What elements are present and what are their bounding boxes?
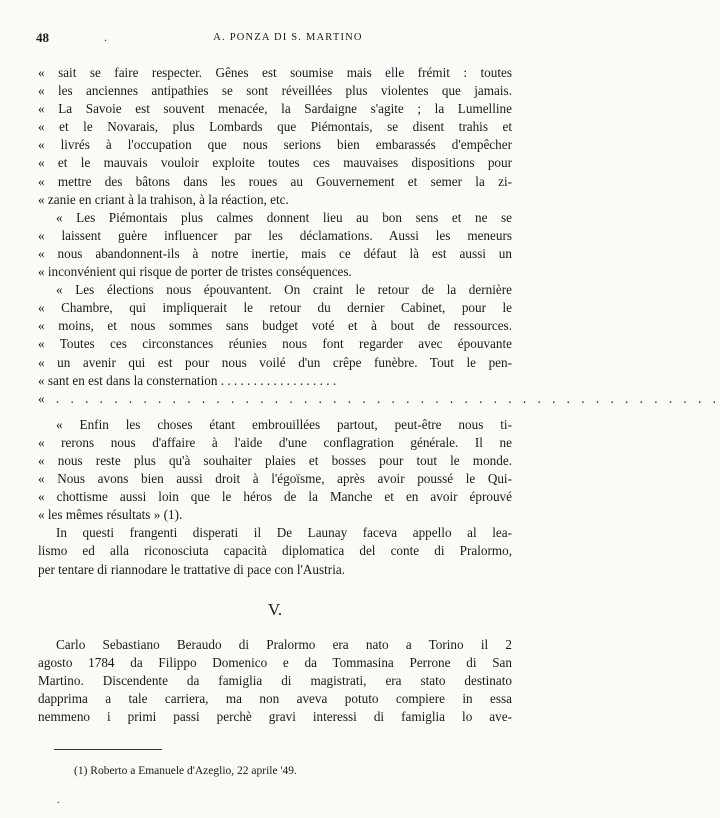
text-line: « nous reste plus qu'à souhaiter plaies et bosses pour tout le monde. [38, 452, 512, 468]
main-text [38, 64, 720, 579]
paragraph-narrative [38, 524, 512, 578]
text-line: « Les élections nous épouvantent. On craint le retour de la dernière [56, 282, 512, 298]
text-line: « mettre des bâtons dans les roues au Gouvernement et semer la zi- [38, 173, 512, 189]
footnote: (1) Roberto a Emanuele d'Azeglio, 22 aprile '49. [74, 765, 297, 777]
text-line: « zanie en criant à la trahison, à la réaction, etc. [38, 191, 289, 207]
text-line: « et le Novarais, plus Lombards que Piémontais, se disent trahis et [38, 119, 512, 135]
text-line: « les anciennes antipathies se sont réveillées plus violentes que jamais. [38, 83, 512, 99]
text-line: dapprima a tale carriera, ma non aveva potuto compiere in essa [38, 691, 512, 707]
text-line: Carlo Sebastiano Beraudo di Pralormo era nato a Torino il 2 [56, 637, 512, 652]
paragraph-quote-2 [38, 209, 512, 281]
text-line: In questi frangenti disperati il De Launay faceva appello al lea- [56, 525, 512, 541]
section-text [38, 636, 512, 726]
footnote-separator [54, 749, 162, 750]
text-line: « les mêmes résultats » (1). [38, 507, 183, 523]
text-line: « Les Piémontais plus calmes donnent lieu au bon sens et ne se [56, 209, 512, 225]
ellipsis-line: « . . . . . . . . . . . . . . . . . . . . . . . . . . . . . . . . . . . . . . . . . . . . . . [38, 390, 720, 406]
text-line: « chottisme aussi loin que le héros de la Manche et en avoir éprouvé [38, 489, 512, 505]
text-line: « inconvénient qui risque de porter de tristes conséquences. [38, 264, 352, 280]
paragraph-quote-3 [38, 281, 720, 408]
text-line: agosto 1784 da Filippo Domenico e da Tommasina Perrone di San [38, 655, 512, 671]
text-line: « La Savoie est souvent menacée, la Sardaigne s'agite ; la Lumelline [38, 101, 512, 117]
text-line: « nous abandonnent-ils à notre inertie, mais ce défaut là est aussi un [38, 245, 512, 261]
text-line: « rerons nous d'affaire à l'aide d'une conflagration générale. Il ne [38, 434, 512, 450]
text-line: nemmeno i primi passi perchè gravi interessi di famiglia lo ave- [38, 709, 512, 725]
text-line: « Enfin les choses étant embrouillées partout, peut-être nous ti- [56, 416, 512, 432]
text-line: « Chambre, qui impliquerait le retour du dernier Cabinet, pour le [38, 300, 512, 316]
page-header [36, 30, 512, 46]
text-line: « laissent guère influencer par les déclamations. Aussi les meneurs [38, 227, 512, 243]
text-line: « Nous avons bien aussi droit à l'égoïsme, après avoir poussé le Qui- [38, 471, 512, 487]
text-line: « un avenir qui est pour nous voilé d'un crêpe funèbre. Tout le pen- [38, 354, 512, 370]
text-line: « et le mauvais vouloir exploite toutes ces mauvaises dispositions pour [38, 155, 512, 171]
text-line: « moins, et nous sommes sans budget voté et à bout de ressources. [38, 318, 512, 334]
paragraph-quote-4 [38, 416, 512, 525]
text-line: « sait se faire respecter. Gênes est soumise mais elle frémit : toutes [38, 65, 512, 80]
page-number: 48 [36, 30, 49, 45]
text-line: « Toutes ces circonstances réunies nous font regarder avec épouvante [38, 336, 512, 352]
text-line: lismo ed alla riconosciuta capacità diplomatica del conte di Pralormo, [38, 543, 512, 559]
header-dot: . [104, 30, 107, 44]
text-line: per tentare di riannodare le trattative di pace con l'Austria. [38, 561, 346, 577]
section-heading: V. [267, 600, 283, 619]
text-line: « livrés à l'occupation que nous serions bien embarassés d'empêcher [38, 137, 512, 153]
text-line: Martino. Discendente da famiglia di magistrati, era stato destinato [38, 673, 512, 689]
text-line: « sant en est dans la consternation . . . . . . . . . . . . . . . . . . [38, 372, 337, 388]
spacer [38, 408, 512, 416]
bottom-mark: . [57, 795, 60, 806]
running-head: A. PONZA DI S. MARTINO [213, 32, 363, 43]
paragraph-quote-1 [38, 64, 512, 209]
